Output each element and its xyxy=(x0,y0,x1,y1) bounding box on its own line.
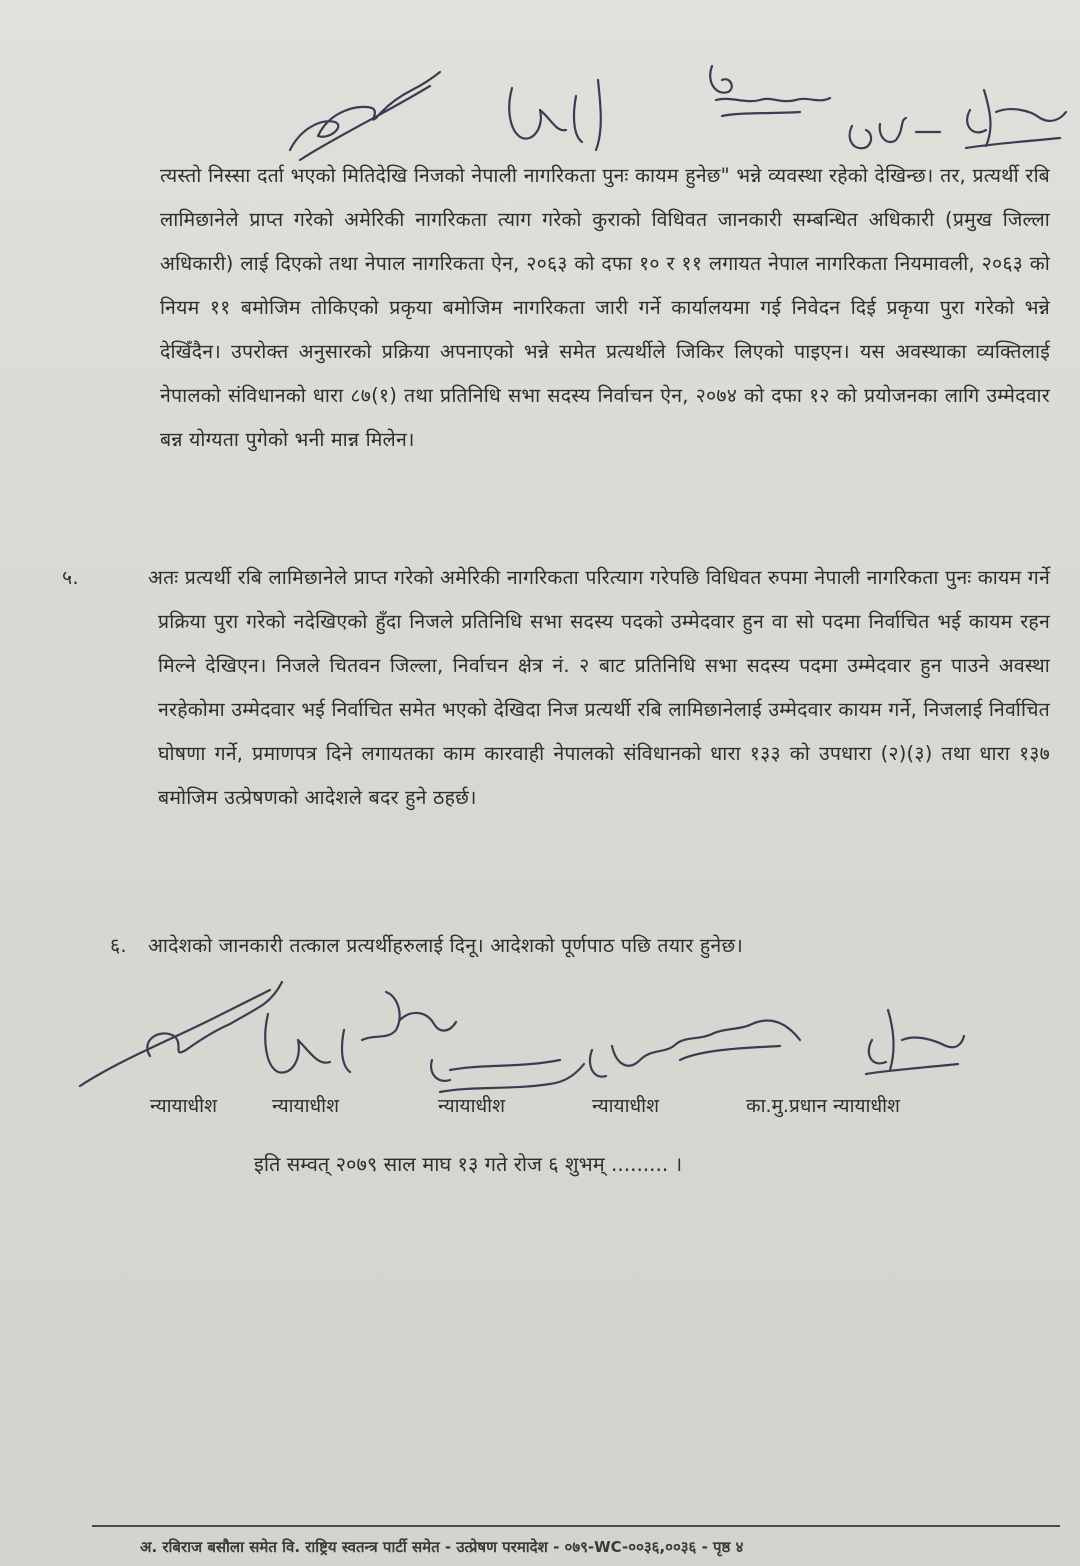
signature-top-2 xyxy=(509,80,601,150)
footer-divider xyxy=(92,1525,1060,1527)
signature-bottom-2 xyxy=(265,992,456,1073)
signatory-label-3: न्यायाधीश xyxy=(438,1095,506,1117)
signatory-label-1: न्यायाधीश xyxy=(150,1095,218,1117)
paragraph-5-text: अतः प्रत्यर्थी रबि लामिछानेले प्राप्त गरेको अमेरिकी नागरिकता परित्याग गरेपछि विधिवत रुपमा नेपाली नागरिकता पुनः कायम गर्ने प्रक्रिया पुरा गरेको नदेखिएको हुँदा निजले प्रतिनिधि सभा सदस्य पदको उम्मेदवार हुन वा सो पदमा निर्वाचित भई कायम रहन मिल्ने देखिएन। निजले चितवन जिल्ला, निर्वाचन क्षेत्र नं. २ बाट प्रतिनिधि सभा सदस्य पदमा उम्मेदवार हुन पाउने अवस्था नरहेकोमा उम्मेदवार भई निर्वाचित समेत भएको देखिदा निज प्रत्यर्थी रबि लामिछानेलाई उम्मेदवार कायम गर्ने, निजलाई निर्वाचित घोषणा गर्ने, प्रमाणपत्र दिने लगायतका काम कारवाही नेपालको संविधानको धारा १३३ को उपधारा (२)(३) तथा धारा १३७ बमोजिम उत्प्रेषणको आदेशले बदर हुने ठहर्छ। xyxy=(148,566,1050,809)
signature-top-1 xyxy=(290,72,440,160)
signature-bottom-3 xyxy=(431,1060,584,1092)
paragraph-continued: त्यस्तो निस्सा दर्ता भएको मितिदेखि निजको नेपाली नागरिकता पुनः कायम हुनेछ" भन्ने व्यवस्था रहेको देखिन्छ। तर, प्रत्यर्थी रबि लामिछानेले प्राप्त गरेको अमेरिकी नागरिकता त्याग गरेको कुराको विधिवत जानकारी सम्बन्धित अधिकारी (प्रमुख जिल्ला अधिकारी) लाई दिएको तथा नेपाल नागरिकता ऐन, २०६३ को दफा १० र ११ लगायत नेपाल नागरिकता नियमावली, २०६३ को नियम ११ बमोजिम तोकिएको प्रकृया बमोजिम नागरिकता जारी गर्ने कार्यालयमा गई निवेदन दिई प्रकृया पुरा गरेको भन्ने देखिँदैन। उपरोक्त अनुसारको प्रक्रिया अपनाएको भन्ने समेत प्रत्यर्थीले जिकिर लिएको पाइएन। यस अवस्थाका व्यक्तिलाई नेपालको संविधानको धारा ८७(१) तथा प्रतिनिधि सभा सदस्य निर्वाचन ऐन, २०७४ को दफा १२ को प्रयोजनका लागि उम्मेदवार बन्न योग्यता पुगेको भनी मान्न मिलेन। xyxy=(160,164,1050,451)
signatory-label-2: न्यायाधीश xyxy=(272,1095,340,1117)
signature-bottom-1 xyxy=(80,982,282,1086)
paragraph-5 xyxy=(62,556,1050,820)
signatory-label-4: न्यायाधीश xyxy=(592,1095,660,1117)
signature-top-5 xyxy=(966,90,1066,148)
signature-bottom-4 xyxy=(590,1021,800,1077)
paragraph-6 xyxy=(110,924,1050,968)
closing-line: इति सम्वत् २०७९ साल माघ १३ गते रोज ६ शुभम् ......... । xyxy=(254,1152,683,1176)
page-footer: अ. रबिराज बसौला समेत वि. राष्ट्रिय स्वतन्त्र पार्टी समेत - उत्प्रेषण परमादेश - ०७९-WC-००३६,००३६ - पृष्ठ ४ xyxy=(140,1538,744,1556)
signature-top-3 xyxy=(710,66,830,116)
paragraph-6-number: ६. xyxy=(110,934,127,957)
signature-top-4 xyxy=(850,118,940,148)
signature-bottom-5 xyxy=(866,1010,964,1074)
signatory-label-5: का.मु.प्रधान न्यायाधीश xyxy=(746,1095,900,1117)
paragraph-6-text: आदेशको जानकारी तत्काल प्रत्यर्थीहरुलाई दिनू। आदेशको पूर्णपाठ पछि तयार हुनेछ। xyxy=(148,934,743,957)
paragraph-5-number: ५. xyxy=(62,566,79,589)
